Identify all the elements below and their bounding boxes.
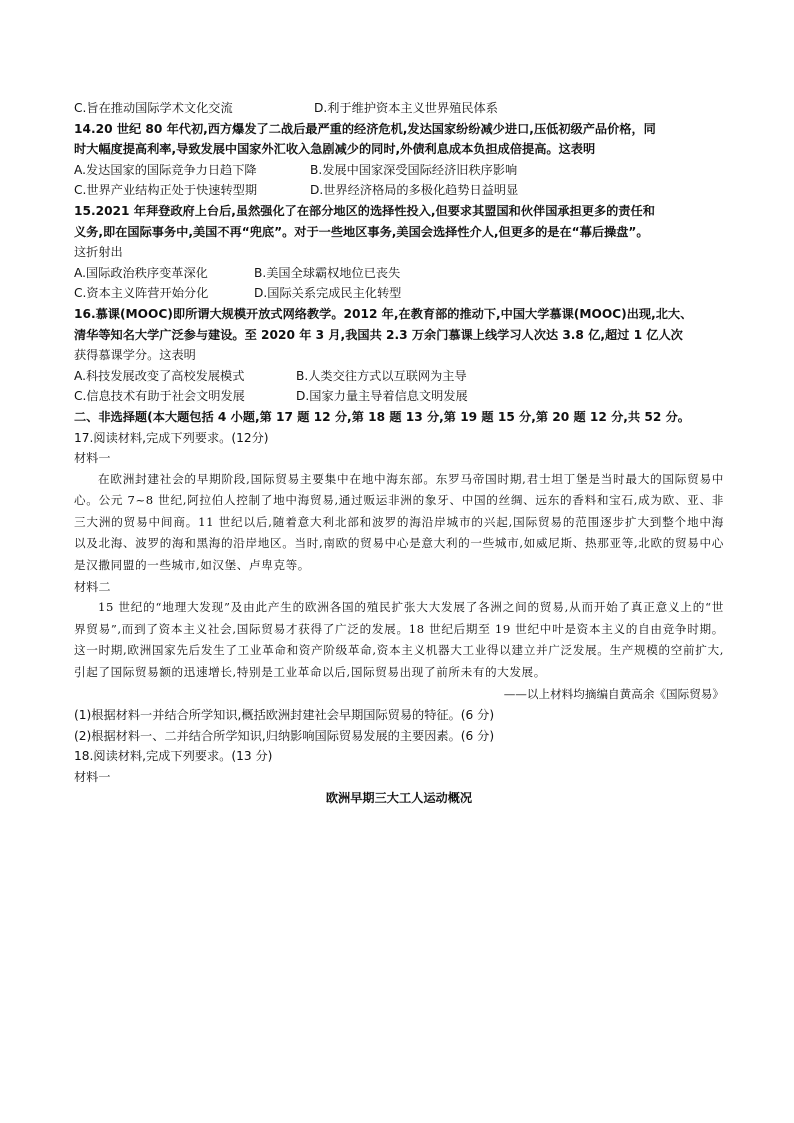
q17-material-1-label: 材料一 bbox=[74, 451, 111, 466]
q15-option-c[interactable]: C.资本主义阵营开始分化 bbox=[74, 286, 209, 301]
q14-stem-line-2: 时大幅度提高利率,导致发展中国家外汇收入急剧减少的同时,外债利息成本负担成倍提高。这表明 bbox=[74, 142, 596, 157]
q16-stem-line-3: 获得慕课学分。这表明 bbox=[74, 348, 196, 363]
q14-option-b[interactable]: B.发展中国家深受国际经济旧秩序影响 bbox=[310, 162, 518, 177]
q17-material-2-text bbox=[74, 597, 724, 683]
q15-stem-line-2: 义务,即在国际事务中,美国不再“兜底”。对于一些地区事务,美国会选择性介人,但更多的是在“幕后操盘”。 bbox=[74, 224, 649, 239]
q16-stem-line-2: 清华等知名大学广泛参与建设。至 2020 年 3 月,我国共 2.3 万余门慕课上线学习人次达 3.8 亿,超过 1 亿人次 bbox=[74, 327, 683, 342]
q14-stem-line-1: 14.20 世纪 80 年代初,西方爆发了二战后最严重的经济危机,发达国家纷纷减少进口,压低初级产品价格，同 bbox=[74, 121, 656, 136]
q14-option-c[interactable]: C.世界产业结构正处于快速转型期 bbox=[74, 183, 258, 198]
q14-option-d[interactable]: D.世界经济格局的多极化趋势日益明显 bbox=[310, 183, 519, 198]
q15-option-a[interactable]: A.国际政治秩序变革深化 bbox=[74, 265, 208, 280]
q17-stem: 17.阅读材料,完成下列要求。(12分) bbox=[74, 430, 269, 445]
q18-table-title: 欧洲早期三大工人运动概况 bbox=[325, 790, 473, 805]
q15-stem-line-3: 这折射出 bbox=[74, 245, 123, 260]
q14-options-row-1 bbox=[74, 160, 724, 181]
q15-stem-line-1: 15.2021 年拜登政府上台后,虽然强化了在部分地区的选择性投入,但要求其盟国和伙伴国承担更多的责任和 bbox=[74, 203, 655, 218]
q16-option-c[interactable]: C.信息技术有助于社会文明发展 bbox=[74, 389, 245, 404]
q13-options-row bbox=[74, 98, 724, 119]
q13-option-c[interactable]: C.旨在推动国际学术文化交流 bbox=[74, 101, 233, 115]
q16-option-b[interactable]: B.人类交往方式以互联网为主导 bbox=[296, 368, 467, 383]
q18-material-1-label: 材料一 bbox=[74, 770, 111, 784]
section-two-heading: 二、非选择题(本大题包括 4 小题,第 17 题 12 分,第 18 题 13 分,第 19 题 15 分,第 20 题 12 分,共 52 分。 bbox=[74, 409, 690, 424]
q18-stem: 18.阅读材料,完成下列要求。(13 分) bbox=[74, 749, 273, 764]
q16-options-row-1 bbox=[74, 366, 724, 387]
q15-option-b[interactable]: B.美国全球霸权地位已丧失 bbox=[254, 265, 401, 280]
q16-option-a[interactable]: A.科技发展改变了高校发展模式 bbox=[74, 368, 245, 383]
q17-material-1-paragraph: 在欧洲封建社会的早期阶段,国际贸易主要集中在地中海东部。东罗马帝国时期,君士坦丁堡是当时最大的国际贸易中心。公元 7~8 世纪,阿拉伯人控制了地中海贸易,通过贩运非洲的象牙、中国的丝绸、远东的香料和宝石,成为欧、亚、非三大洲的贸易中间商。11 世纪以后,随着意大利北部和波罗的海沿岸城市的兴起,国际贸易的范围逐步扩大到整个地中海以及北海、波罗的海和黑海的沿岸地区。当时,南欧的贸易中心是意大利的一些城市,如威尼斯、热那亚等,北欧的贸易中心是汉撒同盟的一些城市,如汉堡、卢卑克等。 bbox=[74, 471, 724, 573]
content-column bbox=[74, 98, 724, 808]
q14-option-a[interactable]: A.发达国家的国际竞争力日趋下降 bbox=[74, 162, 257, 177]
q14-options-row-2 bbox=[74, 180, 724, 201]
q17-subquestion-2: (2)根据材料一、二并结合所学知识,归纳影响国际贸易发展的主要因素。(6 分) bbox=[74, 728, 495, 743]
q17-material-2-label: 材料二 bbox=[74, 579, 111, 594]
q16-option-d[interactable]: D.国家力量主导着信息文明发展 bbox=[296, 389, 468, 404]
q17-material-2-paragraph: 15 世纪的“地理大发现”及由此产生的欧洲各国的殖民扩张大大发展了各洲之间的贸易,从而开始了真正意义上的“世界贸易”,而到了资本主义社会,国际贸易才获得了广泛的发展。18 世纪后期至 19 世纪中叶是资本主义的自由竞争时期。这一时期,欧洲国家先后发生了工业革命和资产阶级革命,资本主义机器大工业得以建立并广泛发展。生产规模的空前扩大,引起了国际贸易额的迅速增长,特别是工业革命以后,国际贸易出现了前所未有的大发展。 bbox=[74, 600, 724, 680]
q15-options-row-1 bbox=[74, 263, 724, 284]
q15-option-d[interactable]: D.国际关系完成民主化转型 bbox=[254, 286, 402, 301]
q16-options-row-2 bbox=[74, 386, 724, 407]
q17-subquestion-1: (1)根据材料一并结合所学知识,概括欧洲封建社会早期国际贸易的特征。(6 分) bbox=[74, 708, 495, 723]
q17-material-1-text bbox=[74, 469, 724, 577]
q16-stem-line-1: 16.慕课(MOOC)即所谓大规模开放式网络教学。2012 年,在教育部的推动下,中国大学慕课(MOOC)出现,北大、 bbox=[74, 306, 693, 321]
q13-option-d[interactable]: D.利于维护资本主义世界殖民体系 bbox=[314, 101, 498, 115]
q17-material-source: ——以上材料均摘编自黄高余《国际贸易》 bbox=[503, 686, 724, 701]
q15-options-row-2 bbox=[74, 283, 724, 304]
